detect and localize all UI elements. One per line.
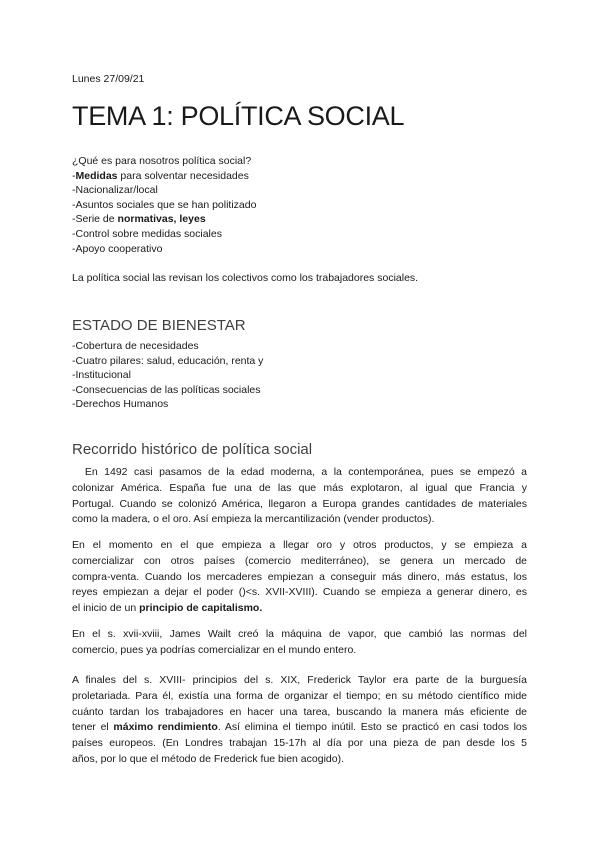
date-line: Lunes 27/09/21 [72, 73, 145, 85]
text-line: En el momento en el que empieza a llegar oro y otros productos, y se empieza a [72, 539, 527, 551]
list-item: -Consecuencias de las políticas sociales [72, 383, 261, 396]
text-line: Portugal. Cuando se colonizó América, llegaron a Europa grandes cantidades de materiales [72, 497, 527, 510]
intro-note: La política social las revisan los colectivos como los trabajadores sociales. [72, 272, 419, 284]
bienestar-heading: ESTADO DE BIENESTAR [72, 317, 246, 334]
text-line: colonizar América. España fue una de las que más explotaron, al igual que Francia y [72, 481, 527, 494]
text-line: comercializar con otros países (comercio mediterráneo), se genera un mercado de [72, 554, 527, 567]
intro-list [72, 154, 256, 256]
text-line: años, por lo que el método de Frederick fue bien acogido). [72, 752, 345, 765]
list-item: -Nacionalizar/local [72, 184, 158, 197]
bienestar-list [72, 339, 263, 412]
text-line: reyes empiezan a dejar el poder ()<s. XVII-XVIII). Cuando se empieza a generar dinero, es [72, 586, 527, 599]
list-item: -Asuntos sociales que se han politizado [72, 198, 257, 211]
list-item: -Medidas para solventar necesidades [72, 169, 249, 182]
recorrido-heading: Recorrido histórico de política social [72, 441, 313, 458]
text-line: En 1492 casi pasamos de la edad moderna, a la contemporánea, pues se empezó a [72, 466, 527, 478]
list-item: -Control sobre medidas sociales [72, 227, 222, 240]
paragraph-vapor [72, 627, 527, 659]
text-line: tener el máximo rendimiento. Así elimina el tiempo inútil. Esto se practicó en casi todos los [72, 721, 527, 734]
text-line: compra-venta. Cuando los mercaderes empiezan a conseguir más dinero, más estatus, los [72, 570, 527, 583]
text-line: el inicio de un principio de capitalismo. [72, 602, 263, 615]
paragraph-comercio [72, 538, 527, 617]
page-title: TEMA 1: POLÍTICA SOCIAL [72, 101, 405, 131]
list-item: -Cuatro pilares: salud, educación, renta y [72, 354, 264, 367]
list-item: -Cobertura de necesidades [72, 340, 199, 352]
text-line: países europeos. (En Londres trabajan 15-17h al día por una pieza de pan desde los 5 [72, 737, 527, 750]
paragraph-1492 [72, 465, 527, 528]
text-line: proletariada. Para él, existía una forma de organizar el tiempo; en su método científico mide [72, 689, 527, 702]
list-item: -Derechos Humanos [72, 398, 169, 411]
text-line: En el s. xvii-xviii, James Wailt creó la máquina de vapor, que cambió las normas del [72, 628, 527, 640]
text-line: como la madera, o el oro. Así empieza la mercantilización (vender productos). [72, 513, 435, 526]
text-line: comercio, pues ya podrías comercializar en el mundo entero. [72, 643, 357, 656]
list-item: -Institucional [72, 369, 131, 382]
list-item: -Serie de normativas, leyes [72, 213, 206, 226]
list-item: -Apoyo cooperativo [72, 242, 163, 255]
paragraph-taylor [72, 673, 527, 768]
intro-question: ¿Qué es para nosotros política social? [72, 155, 252, 167]
text-line: A finales del s. XVIII- principios del s. XIX, Frederick Taylor era parte de la burguesía [72, 674, 527, 686]
text-line: cuánto tardan los trabajadores en hacer una tarea, buscando la manera más eficiente de [72, 705, 527, 718]
